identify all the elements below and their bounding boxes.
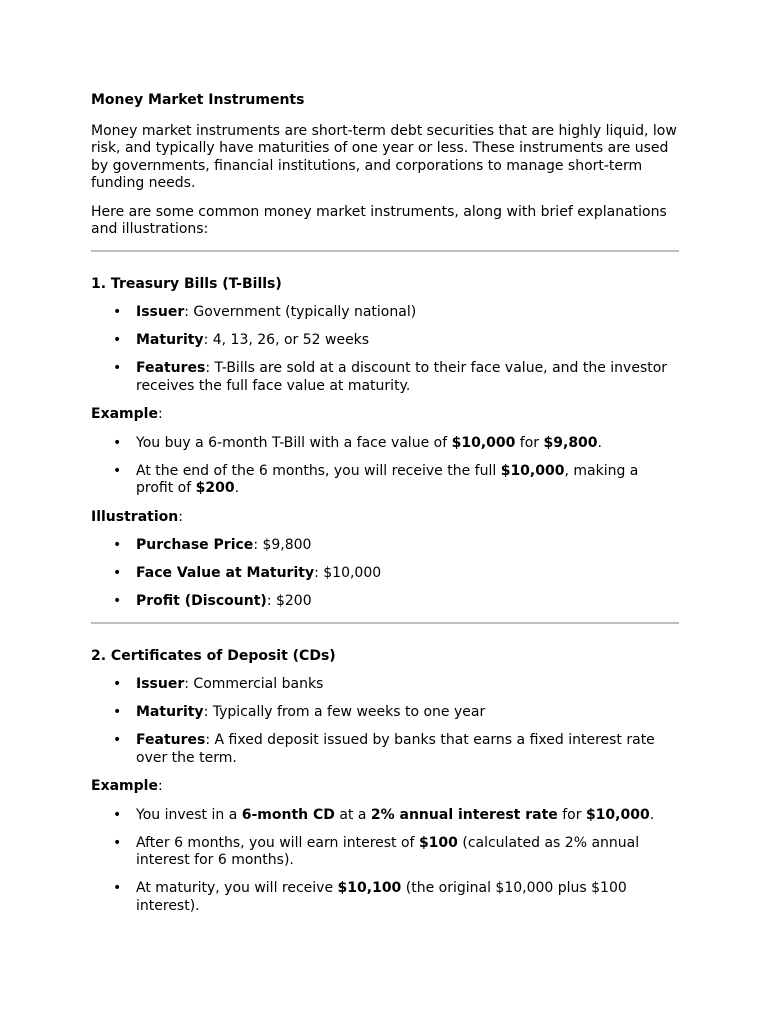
bullet-icon: • bbox=[113, 704, 122, 720]
item-text: : Commercial banks bbox=[184, 676, 324, 692]
item-label: Maturity bbox=[136, 704, 204, 720]
illustration-heading: Illustration bbox=[91, 508, 179, 525]
item-text: : 4, 13, 26, or 52 weeks bbox=[203, 332, 370, 348]
item-label: Features bbox=[136, 360, 206, 376]
item-text: : A fixed deposit issued by banks that earns a fixed interest rate over the term. bbox=[136, 732, 655, 766]
illustration-label bbox=[91, 509, 679, 527]
list-item bbox=[91, 732, 679, 767]
colon: : bbox=[157, 406, 163, 422]
item-text: After 6 months, you will earn interest of bbox=[136, 834, 419, 851]
item-emphasis: $9,800 bbox=[543, 434, 598, 451]
item-emphasis: $100 bbox=[418, 834, 458, 851]
item-emphasis: $200 bbox=[195, 480, 235, 496]
list-item bbox=[91, 332, 679, 350]
item-text: : $10,000 bbox=[314, 565, 382, 581]
section-heading-cds: 2. Certificates of Deposit (CDs) bbox=[91, 647, 336, 664]
bullet-icon: • bbox=[113, 332, 122, 348]
item-emphasis: 6-month CD bbox=[241, 806, 335, 823]
bullet-icon: • bbox=[113, 462, 122, 479]
section-divider bbox=[91, 622, 679, 624]
item-text: You buy a 6-month T-Bill with a face value of bbox=[136, 434, 452, 451]
bullet-icon: • bbox=[113, 593, 122, 609]
section-heading-tbills: 1. Treasury Bills (T-Bills) bbox=[91, 275, 282, 292]
item-text: (calculated as 2% annual interest for 6 months). bbox=[136, 834, 640, 868]
list-item bbox=[91, 537, 679, 555]
list-item bbox=[91, 565, 679, 583]
tbills-illustration-list bbox=[91, 537, 679, 611]
bullet-icon: • bbox=[113, 880, 122, 896]
item-text: At the end of the 6 months, you will receive the full bbox=[136, 462, 501, 479]
bullet-icon: • bbox=[113, 806, 122, 823]
list-item bbox=[91, 593, 679, 611]
item-label: Purchase Price bbox=[136, 537, 254, 553]
list-item bbox=[91, 463, 679, 498]
item-text: : Typically from a few weeks to one year bbox=[203, 704, 486, 720]
list-item bbox=[91, 880, 679, 915]
item-text: You invest in a bbox=[136, 806, 242, 823]
item-text: . bbox=[649, 806, 655, 823]
item-label: Features bbox=[136, 732, 206, 748]
item-emphasis: $10,000 bbox=[451, 434, 516, 451]
intro-paragraph: Money market instruments are short-term debt securities that are highly liquid, low risk, and typically have maturities of one year or less. These instruments are used by governments, financial institutions, and corporations to manage short-term funding needs. bbox=[91, 122, 677, 191]
bullet-icon: • bbox=[113, 676, 122, 692]
item-emphasis: $10,000 bbox=[500, 462, 565, 479]
colon: : bbox=[178, 508, 183, 525]
item-text: . bbox=[234, 480, 240, 496]
list-item bbox=[91, 304, 679, 322]
list-item bbox=[91, 676, 679, 694]
item-text: (the original $10,000 plus $100 interest). bbox=[136, 880, 627, 914]
lead-paragraph: Here are some common money market instruments, along with brief explanations and illustrations: bbox=[91, 203, 667, 237]
example-label bbox=[91, 406, 679, 424]
page-title: Money Market Instruments bbox=[91, 92, 305, 108]
list-item bbox=[91, 435, 679, 453]
item-text: for bbox=[557, 806, 586, 823]
bullet-icon: • bbox=[113, 360, 122, 376]
bullet-icon: • bbox=[113, 834, 122, 851]
cds-details-list bbox=[91, 676, 679, 767]
item-label: Maturity bbox=[136, 332, 204, 348]
example-heading: Example bbox=[91, 406, 158, 422]
bullet-icon: • bbox=[113, 434, 122, 451]
item-text: , making a profit of bbox=[136, 462, 639, 496]
item-text: : $200 bbox=[266, 593, 312, 609]
section-divider bbox=[91, 250, 679, 252]
item-text: : Government (typically national) bbox=[184, 304, 417, 320]
item-label: Face Value at Maturity bbox=[136, 565, 315, 581]
item-emphasis: $10,100 bbox=[337, 880, 402, 896]
item-label: Issuer bbox=[136, 676, 185, 692]
item-text: : T-Bills are sold at a discount to their face value, and the investor receives the full face value at maturity. bbox=[136, 360, 668, 394]
list-item bbox=[91, 835, 679, 870]
bullet-icon: • bbox=[113, 537, 122, 553]
list-item bbox=[91, 807, 679, 825]
item-label: Issuer bbox=[136, 304, 185, 320]
item-text: : $9,800 bbox=[253, 537, 312, 553]
bullet-icon: • bbox=[113, 732, 122, 748]
item-text: . bbox=[597, 434, 602, 451]
item-emphasis: 2% annual interest rate bbox=[370, 806, 558, 823]
item-label: Profit (Discount) bbox=[136, 593, 267, 609]
tbills-details-list bbox=[91, 304, 679, 395]
example-label bbox=[91, 778, 679, 796]
example-heading: Example bbox=[91, 778, 158, 794]
bullet-icon: • bbox=[113, 565, 122, 581]
list-item bbox=[91, 360, 679, 395]
item-text: At maturity, you will receive bbox=[136, 880, 338, 896]
cds-example-list bbox=[91, 807, 679, 916]
tbills-example-list bbox=[91, 435, 679, 498]
item-text: at a bbox=[334, 806, 371, 823]
colon: : bbox=[157, 778, 163, 794]
list-item bbox=[91, 704, 679, 722]
item-text: for bbox=[515, 434, 544, 451]
document-body bbox=[91, 92, 679, 926]
item-emphasis: $10,000 bbox=[585, 806, 650, 823]
bullet-icon: • bbox=[113, 304, 122, 320]
